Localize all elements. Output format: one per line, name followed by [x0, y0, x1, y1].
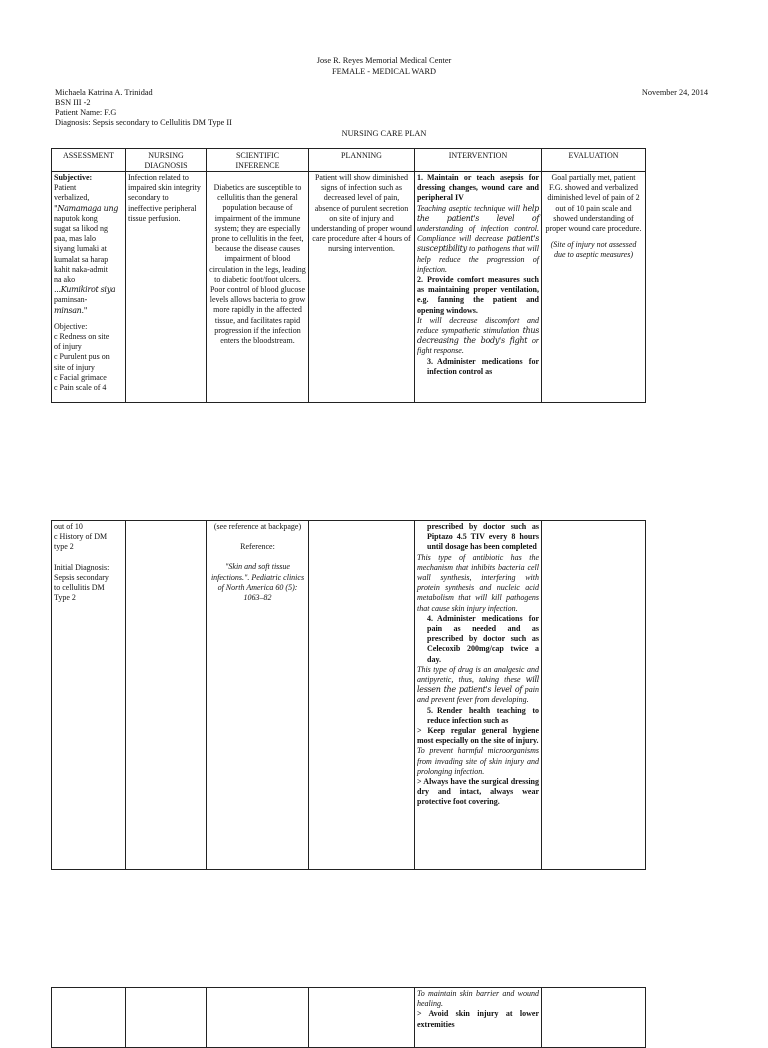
planning-cell: Patient will show diminished signs of infection such as decreased level of pain, absence of purulent secretion on site of injury and understanding of proper wound care procedure after 4 hours of nursing intervention.: [309, 172, 415, 403]
col-assessment: ASSESSMENT: [52, 149, 126, 172]
diagnosis-line: Diagnosis: Sepsis secondary to Cellulitis DM Type II: [55, 118, 232, 127]
assessment-cell-continued: out of 10 c History of DM type 2 Initial Diagnosis: Sepsis secondary to cellulitis DM Type 2: [52, 521, 126, 870]
course-section: BSN III -2: [55, 98, 91, 107]
evaluation-cell-continued: [542, 521, 646, 870]
col-intervention: INTERVENTION: [415, 149, 542, 172]
intervention-cell: 1. Maintain or teach asepsis for dressing changes, wound care and peripheral IV Teaching aseptic technique will help the patient's level of understanding of infection control. Compliance will decrease patient's susceptibility to pathogens that will help reduce the progression of infection. 2. Provide comfort measures such as maintaining proper ventilation, e.g. fanning the patient and opening windows. It will decrease discomfort and reduce sympathetic stimulation thus decreasing the body's fight or fight response. 3. Administer medications for infection control as: [415, 172, 542, 403]
scientific-inference-cell: Diabetics are susceptible to cellulitis than the general population because of impairment of the immune system; they are especially prone to cellulitis in the feet, because the disease causes impairment of blood circulation in the legs, leading to diabetic foot/foot ulcers. Poor control of blood glucose levels allows bacteria to grow more rapidly in the affected tissue, and facilitates rapid progression if the infection enters the bloodstream.: [207, 172, 309, 403]
col-planning: PLANNING: [309, 149, 415, 172]
intervention-cell-continued: prescribed by doctor such as Piptazo 4.5 TIV every 8 hours until dosage has been completed This type of antibiotic has the mechanism that inhibits bacteria cell wall synthesis, interfering with protein synthesis and nucleic acid metabolism that will kill pathogens that cause skin injury infection. 4. Administer medications for pain as needed and as prescribed by doctor such as Celecoxib 200mg/cap twice a day. This type of drug is an analgesic and antipyretic, thus, taking these will lessen the patient's level of pain and prevent fever from developing. 5. Render health teaching to reduce infection such as > Keep regular general hygiene most especially on the site of injury. To prevent harmful microorganisms from invading site of skin injury and prolonging infection. > Always have the surgical dressing dry and intact, always wear protective foot covering.: [415, 521, 542, 870]
care-plan-table-page3: [51, 987, 646, 1048]
evaluation-cell: Goal partially met, patient F.G. showed and verbalized diminished level of pain of 2 out of 10 pain scale and showed understanding of proper wound care procedure. (Site of injury not assessed due to aseptic measures): [542, 172, 646, 403]
col-scientific-inference: SCIENTIFIC INFERENCE: [207, 149, 309, 172]
nursing-diagnosis-cell-page3: [126, 988, 207, 1048]
intervention-cell-page3: To maintain skin barrier and wound healing. > Avoid skin injury at lower extremities: [415, 988, 542, 1048]
ward-name: FEMALE - MEDICAL WARD: [332, 67, 436, 76]
col-nursing-diagnosis: NURSING DIAGNOSIS: [126, 149, 207, 172]
scientific-inference-cell-page3: [207, 988, 309, 1048]
col-evaluation: EVALUATION: [542, 149, 646, 172]
nursing-diagnosis-cell-continued: [126, 521, 207, 870]
planning-cell-continued: [309, 521, 415, 870]
nursing-diagnosis-cell: Infection related to impaired skin integrity secondary to ineffective peripheral tissue perfusion.: [126, 172, 207, 403]
assessment-cell: Subjective: Patient verbalized, "Namamaga ung naputok kong sugat sa likod ng paa, mas lalo siyang lumaki at kumalat sa harap kahit naka-admit na ako ...Kumikirot siya paminsan- minsan." Objective: c Redness on site of injury c Purulent pus on site of injury c Facial grimace c Pain scale of 4: [52, 172, 126, 403]
patient-name: Patient Name: F.G: [55, 108, 117, 117]
assessment-cell-page3: [52, 988, 126, 1048]
evaluation-cell-page3: [542, 988, 646, 1048]
hospital-name: Jose R. Reyes Memorial Medical Center: [316, 56, 452, 65]
student-name: Michaela Katrina A. Trinidad: [55, 88, 153, 97]
scientific-inference-cell-continued: (see reference at backpage) Reference: "Skin and soft tissue infections.". Pediatric clinics of North America 60 (5): 1063–82: [207, 521, 309, 870]
care-plan-table-page2: [51, 520, 646, 870]
care-plan-table-page1: [51, 148, 646, 403]
plan-date: November 24, 2014: [641, 88, 708, 97]
plan-title: NURSING CARE PLAN: [341, 129, 427, 138]
planning-cell-page3: [309, 988, 415, 1048]
